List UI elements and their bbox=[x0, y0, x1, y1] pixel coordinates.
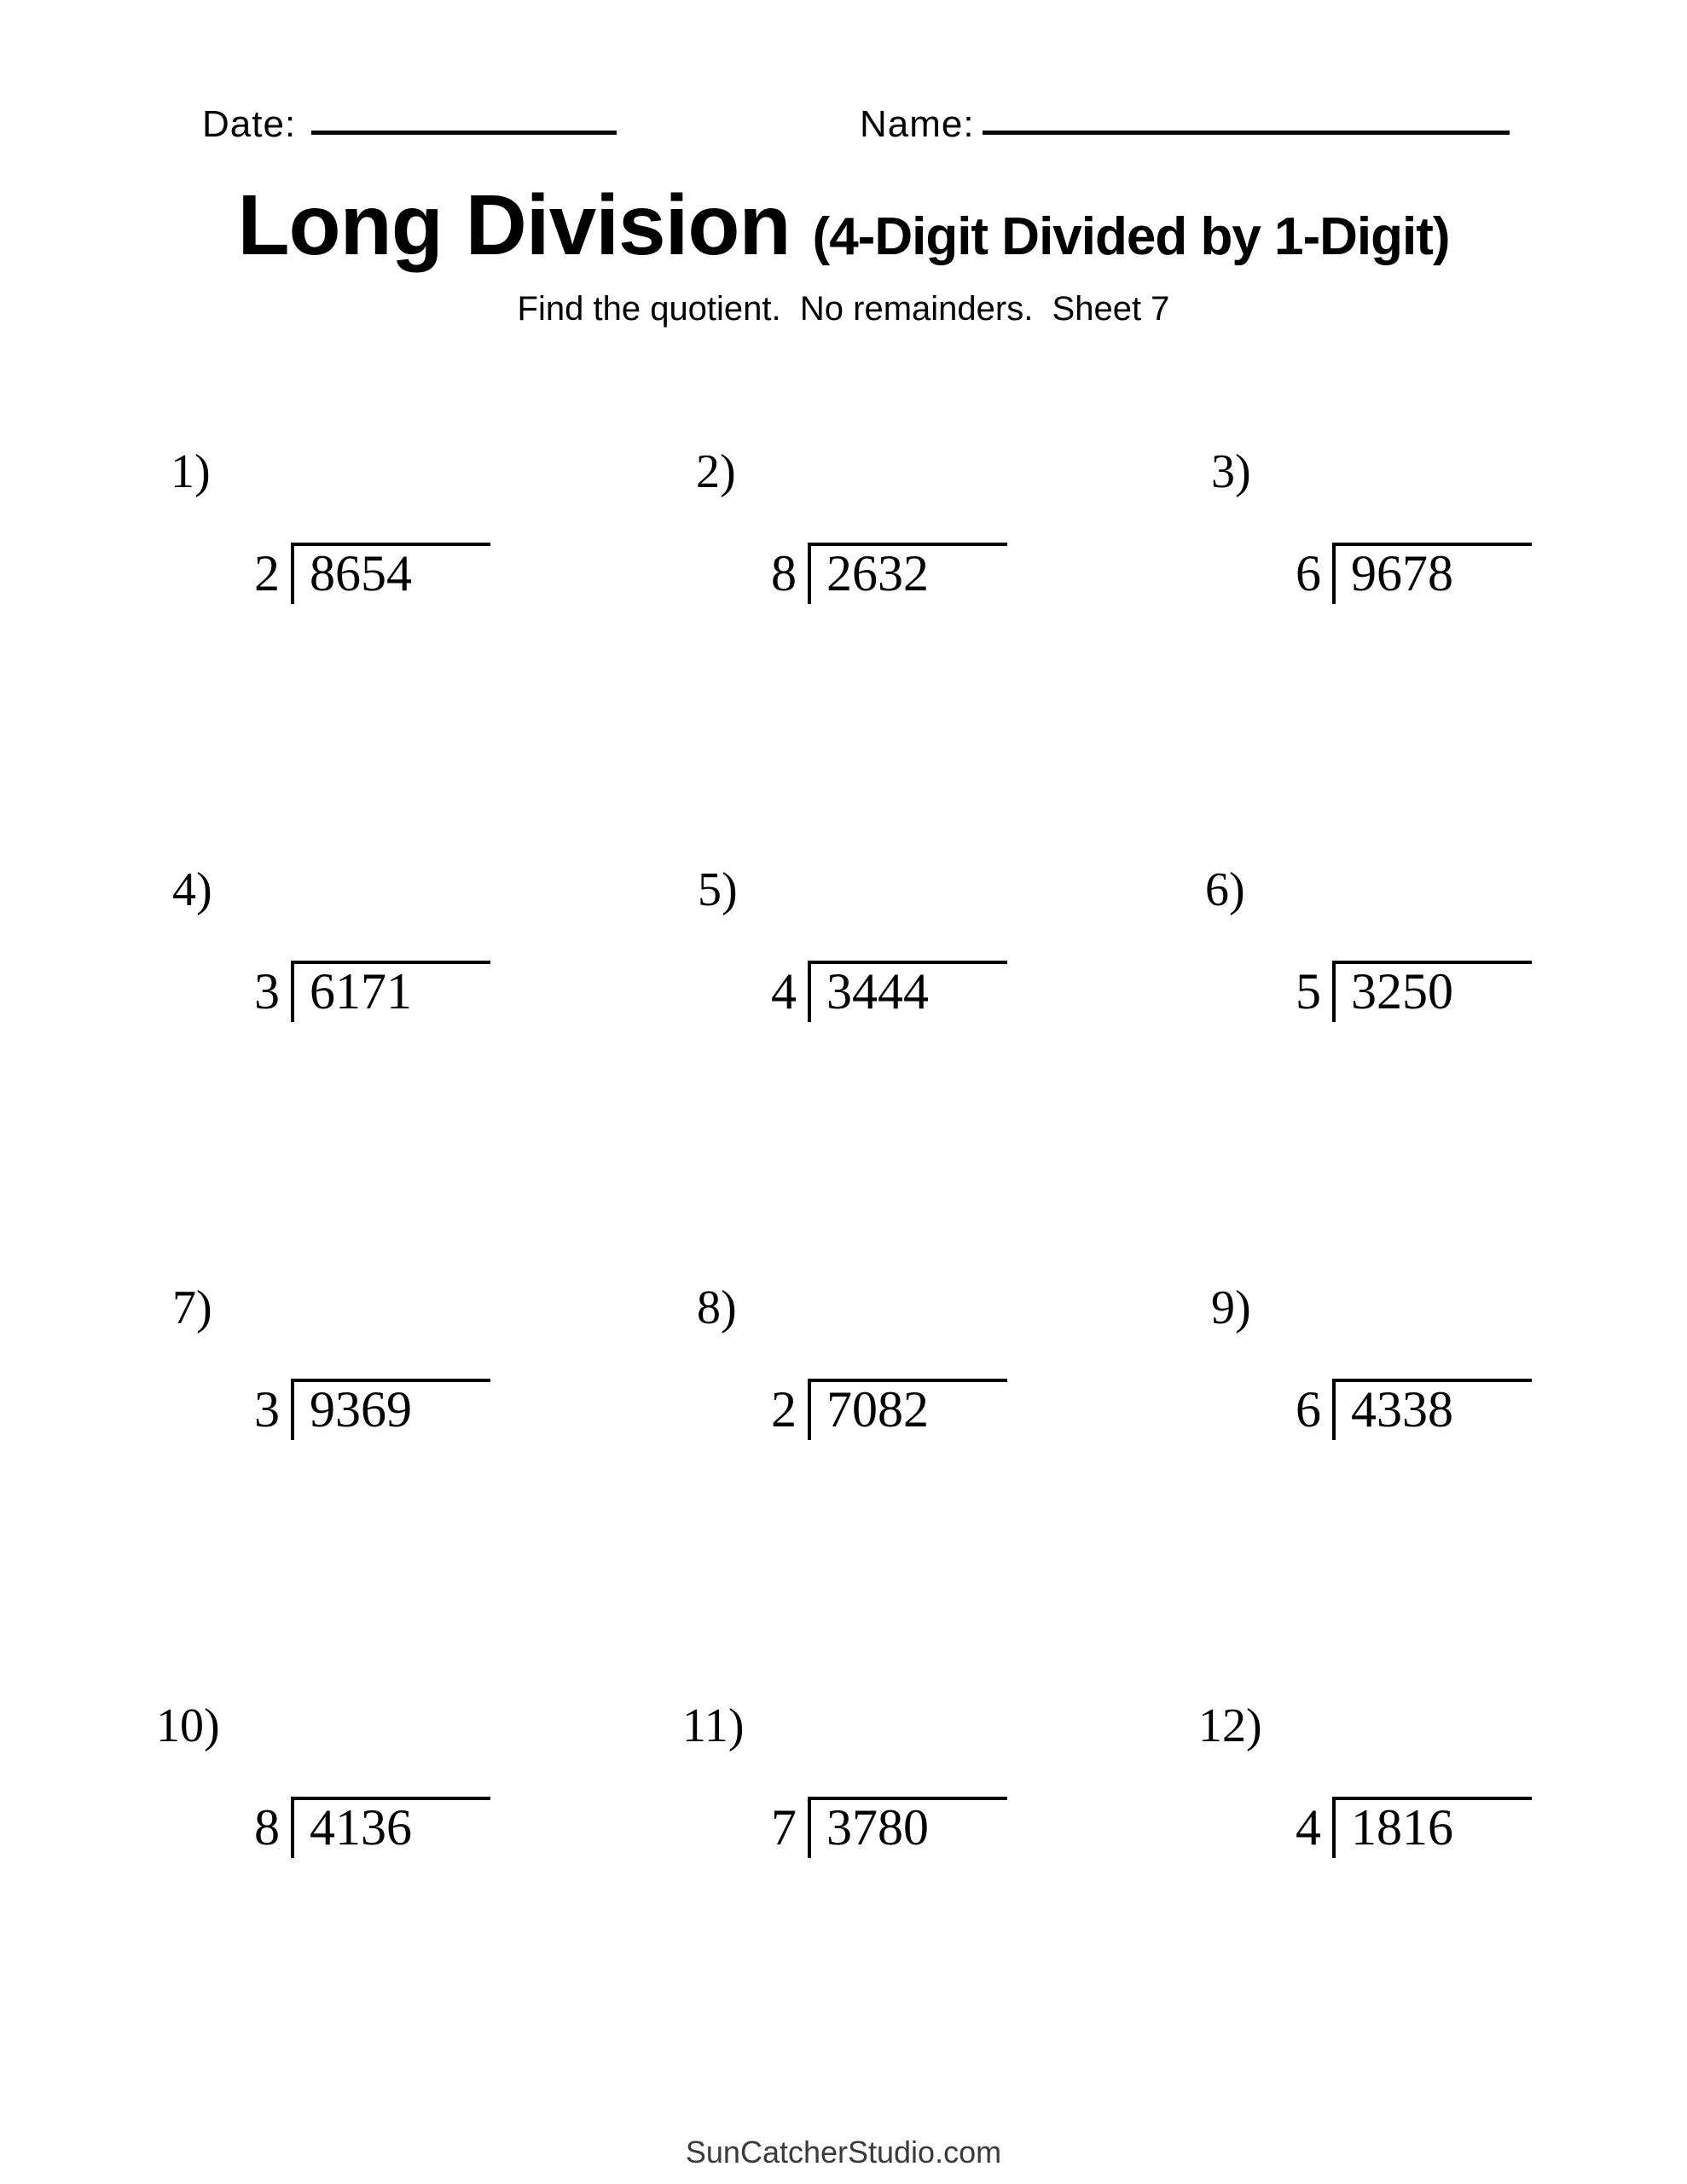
divisor: 3 bbox=[254, 963, 280, 1019]
divisor: 6 bbox=[1296, 545, 1321, 601]
dividend-under-bracket: 3444 bbox=[808, 961, 1007, 1022]
dividend-under-bracket: 4136 bbox=[291, 1797, 490, 1858]
dividend-under-bracket: 7082 bbox=[808, 1379, 1007, 1440]
date-label: Date: bbox=[202, 103, 297, 145]
divisor: 6 bbox=[1296, 1381, 1321, 1438]
dividend-under-bracket: 1816 bbox=[1332, 1797, 1532, 1858]
dividend-under-bracket: 9678 bbox=[1332, 543, 1532, 604]
division-problem-5 bbox=[771, 961, 1007, 1022]
footer-site-credit: SunCatcherStudio.com bbox=[685, 2135, 1002, 2169]
dividend-under-bracket: 2632 bbox=[808, 543, 1007, 604]
divisor: 4 bbox=[771, 963, 797, 1019]
division-problem-1 bbox=[254, 543, 490, 604]
name-blank-line bbox=[983, 131, 1510, 135]
division-problem-11 bbox=[771, 1797, 1007, 1858]
name-label: Name: bbox=[860, 103, 975, 145]
dividend-under-bracket: 4338 bbox=[1332, 1379, 1532, 1440]
dividend-under-bracket: 8654 bbox=[291, 543, 490, 604]
division-problem-2 bbox=[771, 543, 1007, 604]
problem-number-2: 2) bbox=[696, 445, 736, 498]
problem-number-10: 10) bbox=[156, 1699, 220, 1752]
division-problem-12 bbox=[1296, 1797, 1532, 1858]
divisor: 8 bbox=[254, 1799, 280, 1856]
worksheet-instructions: Find the quotient. No remainders. Sheet 7 bbox=[517, 290, 1170, 328]
problem-number-5: 5) bbox=[698, 863, 738, 916]
divisor: 8 bbox=[771, 545, 797, 601]
dividend-under-bracket: 6171 bbox=[291, 961, 490, 1022]
dividend-under-bracket: 3780 bbox=[808, 1797, 1007, 1858]
problem-number-9: 9) bbox=[1211, 1281, 1251, 1334]
problem-number-3: 3) bbox=[1211, 445, 1251, 498]
worksheet-title bbox=[0, 177, 1687, 273]
divisor: 5 bbox=[1296, 963, 1321, 1019]
dividend-under-bracket: 9369 bbox=[291, 1379, 490, 1440]
divisor: 4 bbox=[1296, 1799, 1321, 1856]
dividend-under-bracket: 3250 bbox=[1332, 961, 1532, 1022]
divisor: 2 bbox=[771, 1381, 797, 1438]
division-problem-9 bbox=[1296, 1379, 1532, 1440]
divisor: 3 bbox=[254, 1381, 280, 1438]
problem-number-8: 8) bbox=[697, 1281, 737, 1334]
problem-number-12: 12) bbox=[1198, 1699, 1262, 1752]
divisor: 7 bbox=[771, 1799, 797, 1856]
title-main: Long Division bbox=[237, 177, 791, 273]
division-problem-3 bbox=[1296, 543, 1532, 604]
division-problem-8 bbox=[771, 1379, 1007, 1440]
date-blank-line bbox=[311, 131, 617, 135]
division-problem-6 bbox=[1296, 961, 1532, 1022]
division-problem-7 bbox=[254, 1379, 490, 1440]
problem-number-4: 4) bbox=[172, 863, 212, 916]
division-problem-4 bbox=[254, 961, 490, 1022]
title-qualifier: (4-Digit Divided by 1-Digit) bbox=[812, 207, 1450, 266]
problem-number-6: 6) bbox=[1205, 863, 1245, 916]
divisor: 2 bbox=[254, 545, 280, 601]
problem-number-7: 7) bbox=[172, 1281, 212, 1334]
problem-number-1: 1) bbox=[171, 445, 211, 498]
problem-number-11: 11) bbox=[682, 1699, 745, 1752]
division-problem-10 bbox=[254, 1797, 490, 1858]
